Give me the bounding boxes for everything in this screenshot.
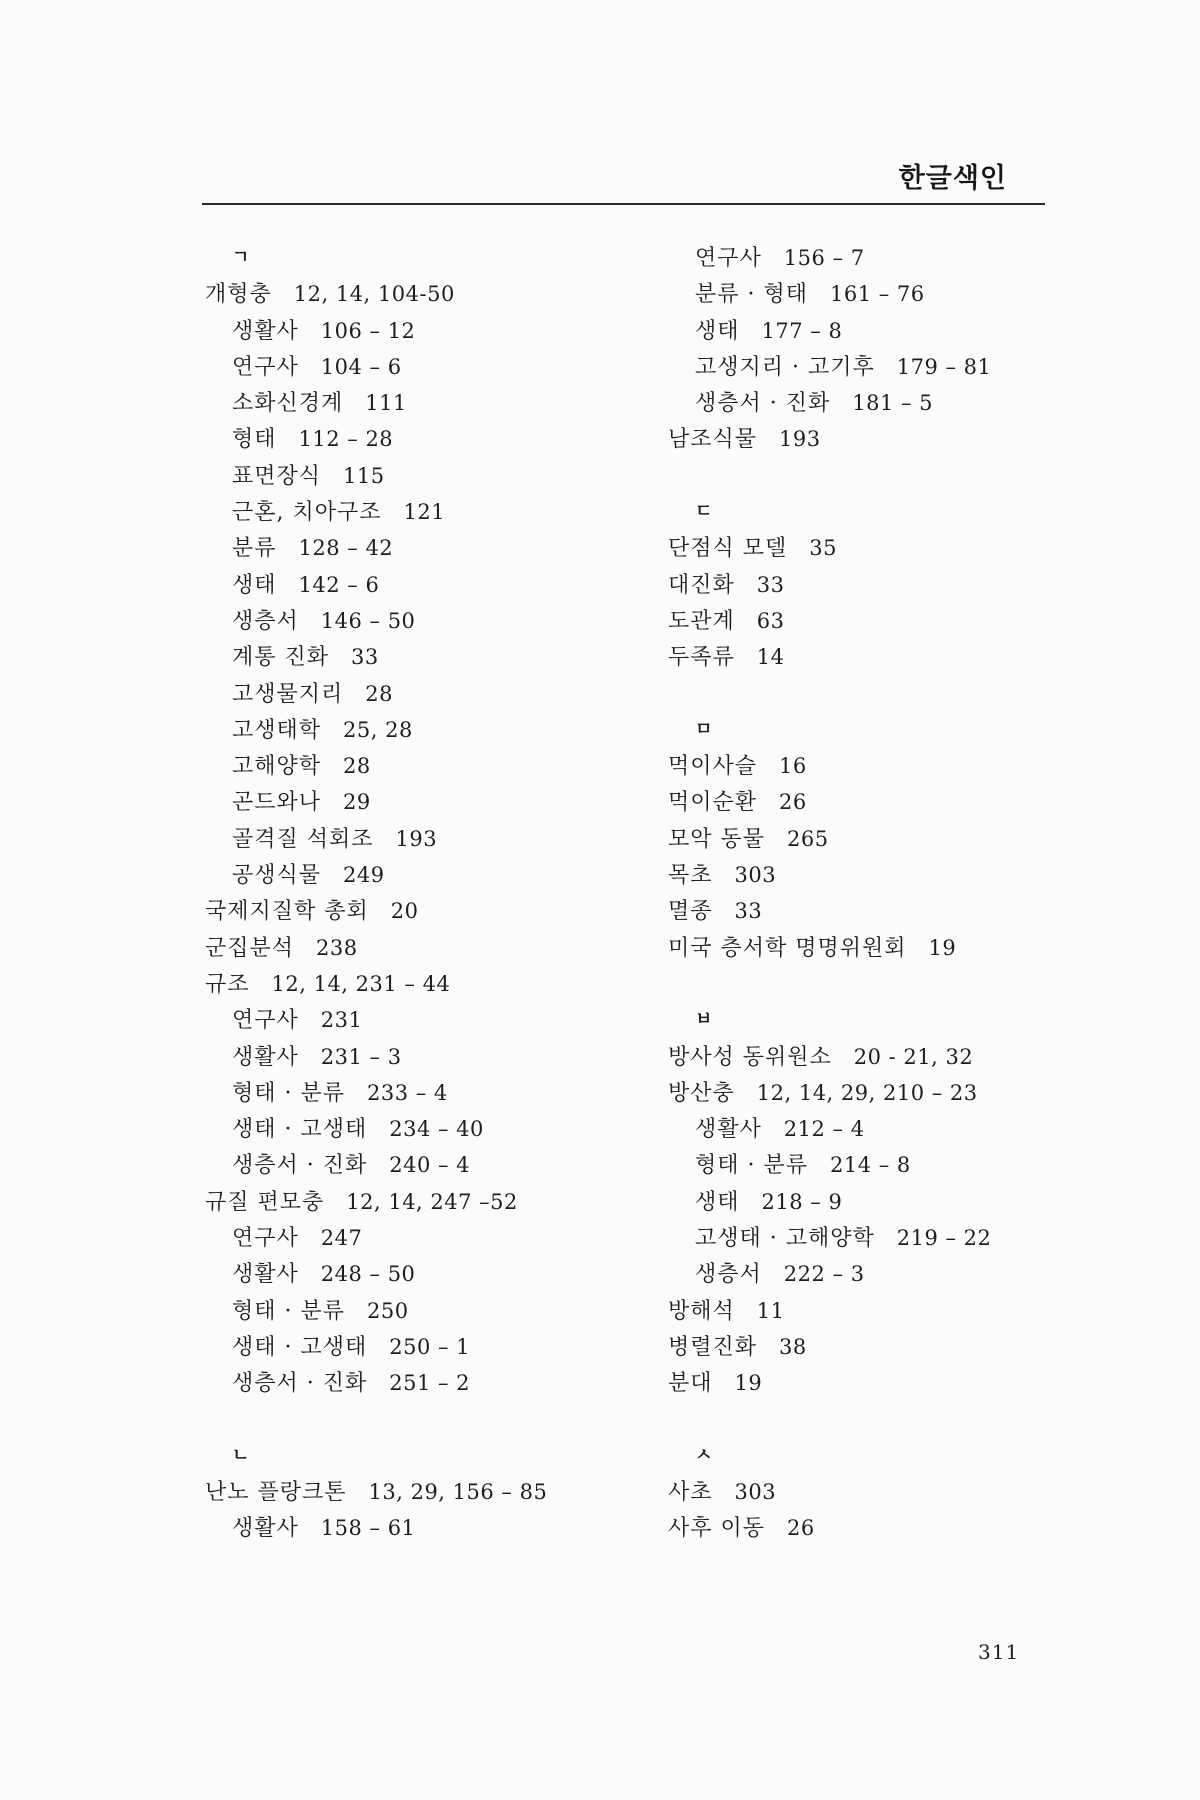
index-term: 고생물지리: [232, 681, 344, 707]
index-pages: 26: [779, 790, 807, 815]
section-letter: ㄴ: [232, 1444, 250, 1466]
index-pages: 12, 14, 247 –52: [346, 1189, 518, 1214]
index-term: 방산충: [668, 1080, 735, 1106]
index-term: 국제지질학 총회: [205, 899, 369, 925]
index-pages: 33: [756, 572, 785, 597]
index-subentry: [668, 1111, 1053, 1147]
page-title: 한글색인: [898, 163, 1007, 194]
index-pages: 250: [367, 1298, 409, 1323]
index-entry: [205, 930, 645, 966]
index-term: 남조식물: [668, 427, 758, 453]
index-pages: 234 – 40: [389, 1117, 484, 1142]
section-gap: [668, 966, 1053, 1002]
index-entry: [668, 421, 1053, 457]
index-pages: 179 – 81: [896, 354, 992, 379]
index-pages: 219 – 22: [896, 1226, 992, 1251]
index-term: 방해석: [668, 1298, 735, 1324]
index-term: 개형충: [205, 282, 272, 308]
index-pages: 33: [734, 899, 763, 924]
index-pages: 222 – 3: [783, 1262, 865, 1287]
index-term: 군집분석: [205, 935, 295, 961]
index-subentry: [205, 639, 645, 675]
index-entry: [205, 1474, 645, 1510]
index-pages: 214 – 8: [830, 1153, 911, 1178]
index-pages: 12, 14, 29, 210 – 23: [756, 1080, 978, 1105]
index-term: 생태: [232, 572, 277, 598]
index-term: 먹이사슬: [668, 754, 758, 780]
index-pages: 240 – 4: [389, 1153, 471, 1178]
index-term: 난노 플랑크톤: [205, 1480, 347, 1506]
index-pages: 112 – 28: [298, 427, 394, 452]
index-entry: [668, 1365, 1053, 1401]
index-pages: 146 – 50: [320, 608, 416, 633]
index-subentry: [205, 313, 645, 349]
index-term: 병렬진화: [668, 1334, 758, 1360]
index-column-left: [205, 240, 645, 1547]
section-letter: ㅁ: [695, 718, 713, 740]
index-term: 계통 진화: [232, 645, 330, 671]
index-entry: [668, 1293, 1053, 1329]
index-term: 생층서: [232, 608, 299, 634]
index-subentry: [205, 603, 645, 639]
section-gap: [205, 1402, 645, 1438]
index-term: 곤드와나: [232, 790, 322, 816]
index-pages: 231: [320, 1008, 363, 1033]
index-entry: [668, 857, 1053, 893]
index-subentry: [668, 1147, 1053, 1183]
index-term: 소화신경계: [232, 391, 344, 417]
index-pages: 193: [779, 427, 821, 452]
index-term: 생활사: [695, 1117, 762, 1143]
index-pages: 161 – 76: [830, 282, 925, 307]
index-pages: 16: [779, 754, 807, 779]
index-pages: 115: [343, 463, 385, 488]
index-subentry: [205, 458, 645, 494]
index-term: 공생식물: [232, 863, 322, 889]
index-entry: [668, 748, 1053, 784]
index-entry: [668, 930, 1053, 966]
index-entry: [668, 1474, 1053, 1510]
index-subentry: [205, 857, 645, 893]
index-term: 먹이순환: [668, 790, 758, 816]
index-entry: [668, 567, 1053, 603]
index-term: 미국 층서학 명명위원회: [668, 935, 907, 961]
index-pages: 13, 29, 156 – 85: [368, 1480, 548, 1505]
index-subentry: [668, 1184, 1053, 1220]
index-pages: 238: [316, 935, 358, 960]
index-subentry: [205, 421, 645, 457]
index-term: 분류 · 형태: [695, 282, 808, 308]
index-pages: 250 – 1: [389, 1334, 471, 1359]
index-term: 형태 · 분류: [232, 1298, 345, 1324]
index-subentry: [205, 712, 645, 748]
page-number: 311: [978, 1640, 1020, 1664]
index-term: 연구사: [232, 354, 299, 380]
index-term: 연구사: [232, 1008, 299, 1034]
index-pages: 128 – 42: [298, 536, 394, 561]
index-term: 생층서 · 진화: [232, 1371, 368, 1397]
index-pages: 29: [343, 790, 371, 815]
index-subentry: [205, 1365, 645, 1401]
header-rule: [202, 203, 1045, 205]
index-pages: 218 – 9: [761, 1189, 843, 1214]
index-subentry: [205, 784, 645, 820]
index-pages: 19: [928, 935, 957, 960]
index-entry: [668, 1075, 1053, 1111]
index-entry: [668, 603, 1053, 639]
index-pages: 111: [365, 391, 407, 416]
index-term: 고생지리 · 고기후: [695, 354, 875, 380]
index-pages: 63: [756, 608, 785, 633]
index-pages: 249: [343, 863, 385, 888]
index-entry: [668, 821, 1053, 857]
index-pages: 247: [320, 1226, 363, 1251]
index-pages: 251 – 2: [389, 1371, 471, 1396]
index-term: 사후 이동: [668, 1516, 766, 1542]
index-subentry: [205, 1220, 645, 1256]
index-entry: [668, 893, 1053, 929]
index-subentry: [668, 240, 1053, 276]
index-pages: 212 – 4: [783, 1117, 865, 1142]
index-subentry: [205, 530, 645, 566]
section-letter: ㄱ: [232, 247, 250, 268]
index-subentry: [205, 821, 645, 857]
index-term: 단점식 모델: [668, 536, 788, 562]
index-term: 형태 · 분류: [232, 1080, 345, 1106]
index-term: 사초: [668, 1480, 713, 1506]
index-subentry: [205, 1002, 645, 1038]
index-term: 규조: [205, 971, 250, 997]
index-pages: 121: [403, 500, 446, 525]
index-subentry: [205, 1039, 645, 1075]
index-term: 생활사: [232, 1262, 299, 1288]
index-term: 연구사: [232, 1226, 299, 1252]
index-pages: 303: [734, 863, 777, 888]
index-pages: 156 – 7: [783, 246, 865, 270]
index-subentry: [205, 1075, 645, 1111]
index-term: 분대: [668, 1371, 713, 1397]
index-term: 고생태학: [232, 717, 322, 743]
index-column-right: [668, 240, 1053, 1547]
index-pages: 26: [787, 1516, 815, 1541]
index-term: 생활사: [232, 1516, 299, 1542]
index-entry: [205, 1184, 645, 1220]
index-entry: [668, 530, 1053, 566]
index-pages: 20 - 21, 32: [853, 1044, 974, 1069]
index-entry: [205, 893, 645, 929]
section-letter: ㄷ: [695, 501, 713, 523]
index-pages: 104 – 6: [320, 354, 402, 379]
index-pages: 303: [734, 1480, 777, 1505]
index-term: 모악 동물: [668, 826, 766, 852]
index-term: 대진화: [668, 572, 735, 598]
index-pages: 38: [779, 1334, 807, 1359]
index-term: 생태: [695, 318, 740, 344]
index-pages: 33: [351, 645, 379, 670]
index-pages: 35: [809, 536, 837, 561]
index-subentry: [205, 494, 645, 530]
index-entry: [668, 1510, 1053, 1546]
index-subentry: [205, 567, 645, 603]
index-pages: 177 – 8: [761, 318, 843, 343]
index-pages: 158 – 61: [320, 1516, 416, 1541]
index-pages: 142 – 6: [298, 572, 380, 597]
index-subentry: [205, 1111, 645, 1147]
index-entry: [205, 966, 645, 1002]
section-gap: [668, 1402, 1053, 1438]
index-entry: [668, 1039, 1053, 1075]
index-pages: 231 – 3: [320, 1044, 402, 1069]
index-term: 생태 · 고생태: [232, 1334, 368, 1360]
index-pages: 106 – 12: [320, 318, 416, 343]
index-subentry: [205, 676, 645, 712]
index-term: 근혼, 치아구조: [232, 500, 382, 526]
index-subentry: [205, 748, 645, 784]
index-pages: 233 – 4: [367, 1080, 448, 1105]
index-term: 분류: [232, 536, 277, 562]
index-pages: 193: [395, 826, 438, 851]
index-term: 고해양학: [232, 754, 322, 780]
index-term: 생층서: [695, 1262, 762, 1288]
index-pages: 265: [787, 826, 829, 851]
index-entry: [205, 276, 645, 312]
index-subentry: [205, 385, 645, 421]
index-pages: 28: [365, 681, 393, 706]
index-subentry: [668, 1256, 1053, 1292]
index-term: 생태 · 고생태: [232, 1117, 368, 1143]
index-entry: [668, 1329, 1053, 1365]
index-subentry: [668, 276, 1053, 312]
index-pages: 181 – 5: [852, 391, 934, 416]
index-term: 생태: [695, 1189, 740, 1215]
index-term: 방사성 동위원소: [668, 1044, 832, 1070]
index-term: 형태: [232, 427, 277, 453]
index-term: 도관계: [668, 608, 735, 634]
index-subentry: [668, 313, 1053, 349]
index-pages: 12, 14, 104-50: [293, 282, 455, 307]
index-term: 형태 · 분류: [695, 1153, 808, 1179]
index-term: 멸종: [668, 899, 713, 925]
section-letter: ㅂ: [695, 1009, 713, 1031]
index-entry: [668, 784, 1053, 820]
index-subentry: [205, 1147, 645, 1183]
index-subentry: [205, 1510, 645, 1546]
section-gap: [668, 458, 1053, 494]
index-term: 연구사: [695, 246, 762, 271]
index-pages: 25, 28: [343, 717, 413, 742]
index-subentry: [668, 385, 1053, 421]
index-pages: 28: [343, 754, 371, 779]
index-pages: 11: [756, 1298, 785, 1323]
index-pages: 20: [390, 899, 419, 924]
index-term: 두족류: [668, 645, 735, 671]
index-term: 생층서 · 진화: [695, 391, 831, 417]
index-term: 고생태 · 고해양학: [695, 1226, 875, 1252]
index-subentry: [205, 1329, 645, 1365]
index-subentry: [668, 349, 1053, 385]
index-pages: 248 – 50: [320, 1262, 416, 1287]
section-gap: [668, 676, 1053, 712]
page-header: [202, 150, 1045, 205]
index-pages: 19: [734, 1371, 763, 1396]
index-term: 규질 편모충: [205, 1189, 325, 1215]
index-subentry: [668, 1220, 1053, 1256]
index-term: 생활사: [232, 1044, 299, 1070]
index-subentry: [205, 1293, 645, 1329]
index-term: 골격질 석회조: [232, 826, 374, 852]
index-pages: 12, 14, 231 – 44: [271, 971, 451, 996]
index-subentry: [205, 1256, 645, 1292]
index-term: 표면장식: [232, 463, 322, 489]
index-entry: [668, 639, 1053, 675]
section-letter: ㅅ: [695, 1444, 713, 1466]
index-term: 생층서 · 진화: [232, 1153, 368, 1179]
index-term: 생활사: [232, 318, 299, 344]
index-subentry: [205, 349, 645, 385]
index-term: 목초: [668, 863, 713, 889]
index-pages: 14: [756, 645, 785, 670]
